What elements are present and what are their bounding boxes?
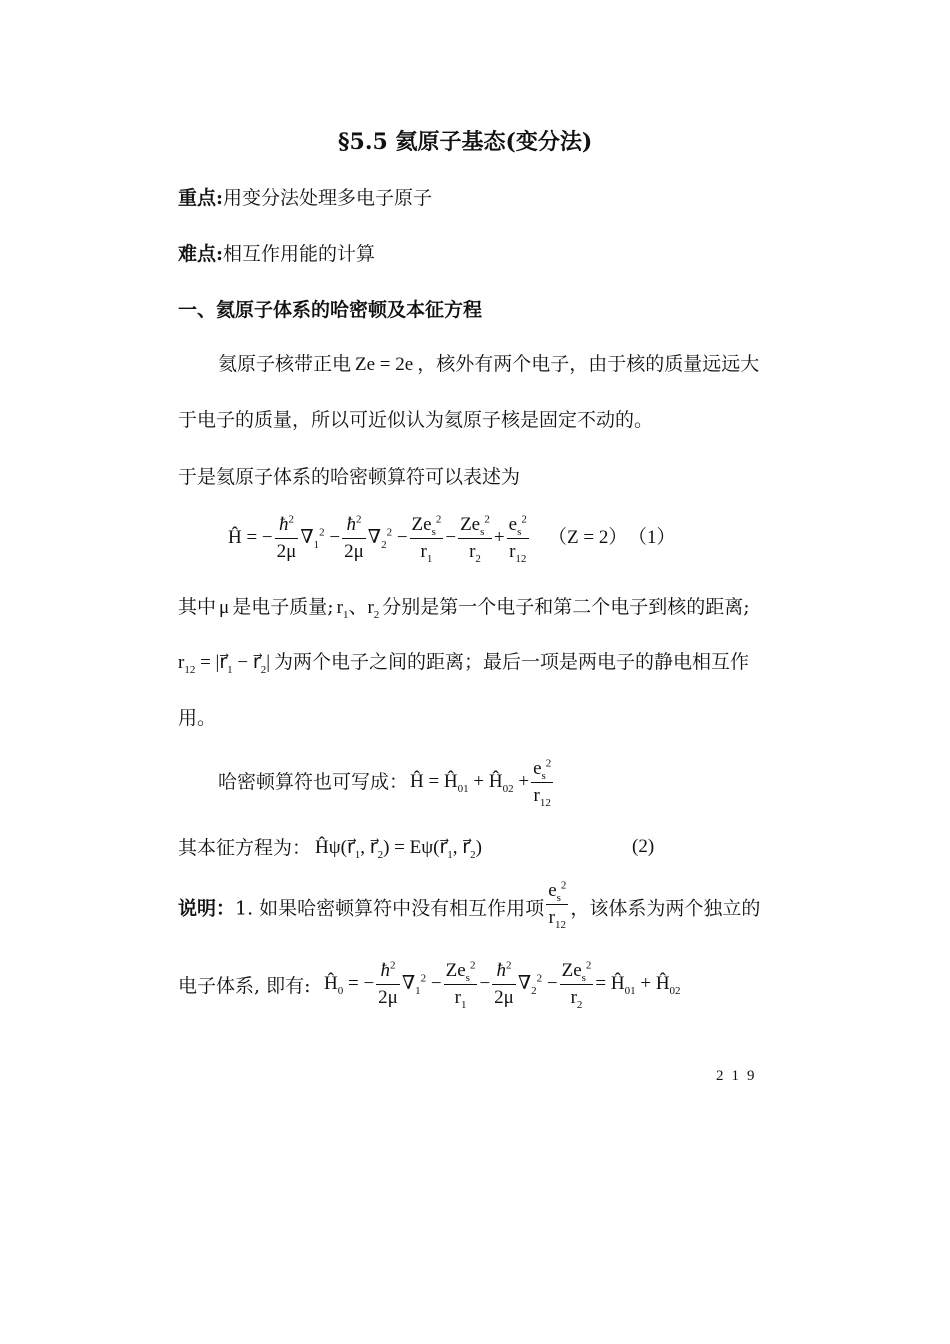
equation-2-number: (2) bbox=[632, 836, 655, 857]
r12-text: 为两个电子之间的距离；最后一项是两电子的静电相互作 bbox=[274, 651, 750, 673]
paragraph-1-line-2: 于电子的质量，所以可近似认为氦原子核是固定不动的。 bbox=[178, 409, 654, 431]
difficulty-label: 难点: bbox=[178, 243, 224, 265]
where-text-b: 是电子质量; bbox=[232, 596, 334, 618]
independent-hamiltonian: $Ĥ_0$ = − $\frac{ħ^2}{2\mu}$ $\nabla_1^2$ − $\frac{Ze_s^2}{r_1}$ − $\frac{ħ^2}{2\mu}$ $\nabla_2^2$ − $\frac{Ze_s^2}{r_2}$ = $Ĥ_{01}$ + $Ĥ_{02}$ bbox=[324, 959, 681, 1011]
equation-1-condition: （Z = 2） bbox=[548, 527, 628, 548]
r1-r2-symbols: $r_1$、$r_2$ bbox=[336, 597, 380, 621]
interaction-term: $\frac{e_s^2}{r_{12}}$ bbox=[548, 879, 567, 931]
note-text-a: 1. 如果哈密顿算符中没有相互作用项 bbox=[235, 897, 545, 920]
r12-line-2: 用。 bbox=[178, 707, 217, 729]
eigen-equation: $Ĥ\psi(r⃗_1$, $r⃗_2$) = $E\psi(r⃗_1$, $r⃗_2$) bbox=[315, 837, 482, 861]
r12-line bbox=[178, 650, 749, 674]
eigen-text: 其本征方程为： bbox=[178, 837, 312, 859]
difficulty bbox=[178, 242, 375, 266]
key-point-label: 重点: bbox=[178, 187, 224, 209]
paragraph-2: 于是氦原子体系的哈密顿算符可以表述为 bbox=[178, 466, 521, 488]
note-line-1 bbox=[178, 879, 761, 931]
para1-text-a: 氦原子核带正电 bbox=[218, 353, 352, 375]
where-text-c: 分别是第一个电子和第二个电子到核的距离; bbox=[382, 596, 750, 618]
note-label: 说明： bbox=[178, 897, 236, 920]
paragraph-1-line-1 bbox=[218, 352, 759, 376]
where-text-a: 其中 bbox=[178, 596, 217, 618]
note-text-b: ，该体系为两个独立的 bbox=[570, 897, 761, 920]
hamiltonian-alt-equation: Ĥ = $Ĥ_{01}$ + $Ĥ_{02}$ + $\frac{e_s^2}{r_{12}}$ bbox=[410, 757, 552, 809]
charge-equation: Ze = 2e bbox=[355, 354, 414, 375]
key-point bbox=[178, 186, 432, 210]
difficulty-text: 相互作用能的计算 bbox=[223, 243, 376, 265]
where-line bbox=[178, 595, 750, 619]
key-point-text: 用变分法处理多电子原子 bbox=[223, 187, 433, 209]
r12-definition: $r_{12}$ = $|r⃗_1$ − $r⃗_2|$ bbox=[178, 652, 271, 676]
section-heading: 一、氦原子体系的哈密顿及本征方程 bbox=[178, 299, 483, 321]
equation-1-number: （1） bbox=[628, 527, 676, 548]
equation-1: Ĥ = − $\frac{ħ^2}{2\mu}$ $\nabla_1^2$ − $\frac{ħ^2}{2\mu}$ $\nabla_2^2$ − $\frac{Ze_s^2}{r_1}$ − $\frac{Ze_s^2}{r_2}$ + $\frac{e_s^2}{r_{12}}$ bbox=[228, 513, 527, 565]
note-line-2: 电子体系, 即有: bbox=[178, 975, 311, 997]
page-number: 219 bbox=[716, 1068, 763, 1084]
hamiltonian-alt-text: 哈密顿算符也可写成： bbox=[218, 771, 409, 793]
page-title: §5.5 氦原子基态(变分法) bbox=[338, 129, 593, 155]
mu-symbol: μ bbox=[219, 597, 230, 618]
para1-text-b: ，核外有两个电子，由于核的质量远远大 bbox=[417, 353, 760, 375]
